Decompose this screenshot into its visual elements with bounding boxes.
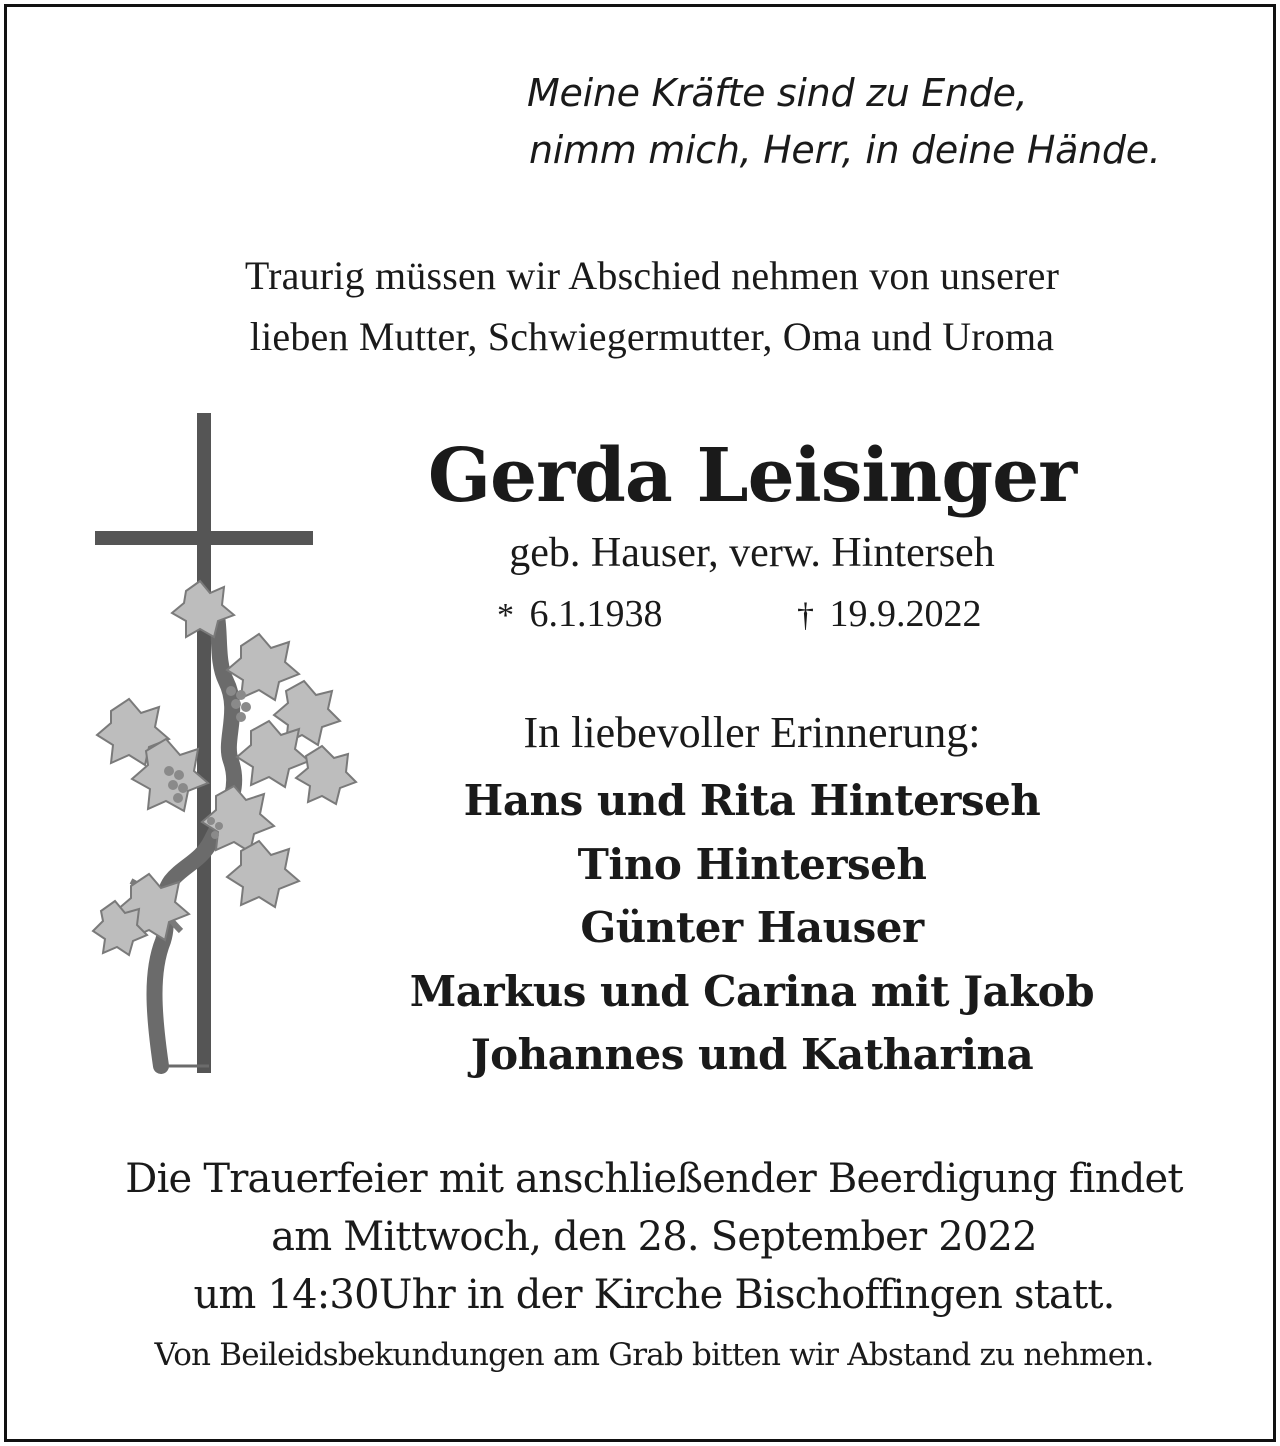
birth-date-group — [497, 592, 663, 636]
funeral-line-1: Die Trauerfeier mit anschließender Beerdigung findet — [125, 1156, 1183, 1202]
cross-icon: † — [797, 597, 814, 634]
funeral-details — [7, 1150, 1280, 1324]
memory-heading: In liebevoller Erinnerung: — [523, 708, 981, 757]
funeral-line-2: am Mittwoch, den 28. September 2022 — [271, 1214, 1037, 1260]
maiden-name: geb. Hauser, verw. Hinterseh — [509, 530, 995, 576]
verse-line-2: nimm mich, Herr, in deine Hände. — [529, 128, 1161, 172]
intro-line-1: Traurig müssen wir Abschied nehmen von unserer — [244, 253, 1060, 298]
funeral-line-3: um 14:30Uhr in der Kirche Bischoffingen statt. — [193, 1272, 1115, 1318]
obituary-notice — [4, 4, 1276, 1442]
intro-line-2: lieben Mutter, Schwiegermutter, Oma und Uroma — [249, 314, 1055, 359]
mourner-entry: Johannes und Katharina — [470, 1030, 1034, 1079]
death-date-group — [797, 592, 982, 636]
opening-verse — [527, 65, 1161, 179]
cross-vertical-beam — [197, 413, 211, 1073]
death-date: 19.9.2022 — [829, 593, 982, 635]
mourner-entry: Hans und Rita Hinterseh — [463, 776, 1041, 825]
mourner-entry: Günter Hauser — [580, 903, 924, 952]
star-icon: * — [497, 597, 514, 634]
birth-date: 6.1.1938 — [529, 593, 663, 635]
mourner-entry: Markus und Carina mit Jakob — [409, 966, 1095, 1016]
verse-line-1: Meine Kräfte sind zu Ende, — [527, 71, 1028, 115]
mourner-entry: Tino Hinterseh — [577, 839, 927, 889]
deceased-name: Gerda Leisinger — [427, 433, 1077, 519]
mourners-list — [247, 769, 1257, 1087]
condolence-note: Von Beileidsbekundungen am Grab bitten wir Abstand zu nehmen. — [154, 1337, 1154, 1373]
intro-text — [7, 245, 1280, 367]
